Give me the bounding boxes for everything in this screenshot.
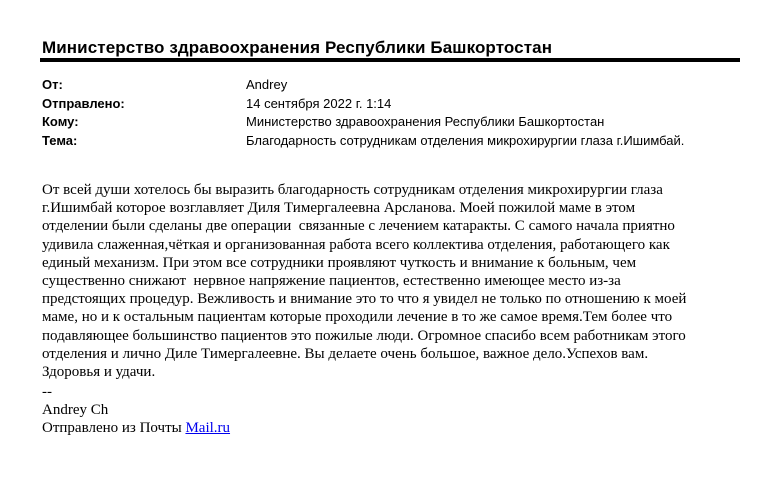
from-label: От: [42, 77, 63, 92]
body-line: отделении были сделаны две операции связанные с лечением катаракты. С самого начала приятно [42, 218, 675, 235]
to-label: Кому: [42, 114, 79, 129]
body-line: г.Ишимбай которое возглавляет Диля Тимергалеевна Арсланова. Моей пожилой маме в этом [42, 200, 636, 217]
header-row-to [42, 113, 684, 132]
body-line: предстоящих процедур. Вежливость и внимание это то что я увидел не только по отношению к моей [42, 291, 687, 308]
body-line: отделения и лично Диле Тимергалеевне. Вы делаете очень большое, важное дело.Успехов вам. [42, 345, 649, 362]
email-headers [42, 76, 684, 150]
sent-from-line [42, 419, 230, 437]
subject-label: Тема: [42, 132, 78, 148]
header-row-from [42, 76, 684, 95]
email-signature [42, 383, 230, 438]
subject-value: Благодарность сотрудникам отделения микрохирургии глаза г.Ишимбай. [246, 132, 685, 148]
body-line: удивила слаженная,чёткая и организованная работа всего коллектива отделения, работающего как [42, 236, 670, 253]
sent-value: 14 сентября 2022 г. 1:14 [246, 95, 392, 111]
email-body [42, 181, 742, 381]
body-line: существенно снижают нервное напряжение пациентов, естественно имеющее место из-за [42, 273, 621, 290]
from-value: Andrey [246, 77, 288, 92]
body-line: маме, но и к остальным пациентам которые проходили лечение в то же самое время.Тем более что [42, 309, 673, 326]
sent-from-text: Отправлено из Почты [42, 420, 186, 437]
body-line: подавляющее большинство пациентов это пожилые люди. Огромное спасибо всем работникам этого [42, 327, 686, 344]
header-row-subject [42, 132, 684, 151]
title-divider [40, 58, 740, 62]
body-line: Здоровья и удачи. [42, 364, 156, 381]
organization-title: Министерство здравоохранения Республики Башкортостан [42, 38, 553, 57]
mail-ru-link[interactable]: Mail.ru [185, 420, 231, 437]
body-line: От всей души хотелось бы выразить благодарность сотрудникам отделения микрохирургии глаза [42, 182, 663, 198]
signature-separator: -- [42, 384, 52, 400]
to-value: Министерство здравоохранения Республики Башкортостан [246, 114, 605, 129]
body-line: единый механизм. При этом все сотрудники проявляют чуткость и внимание к больным, чем [42, 254, 637, 271]
sent-label: Отправлено: [42, 95, 125, 111]
header-row-sent [42, 95, 684, 114]
signature-name: Andrey Ch [42, 402, 109, 419]
